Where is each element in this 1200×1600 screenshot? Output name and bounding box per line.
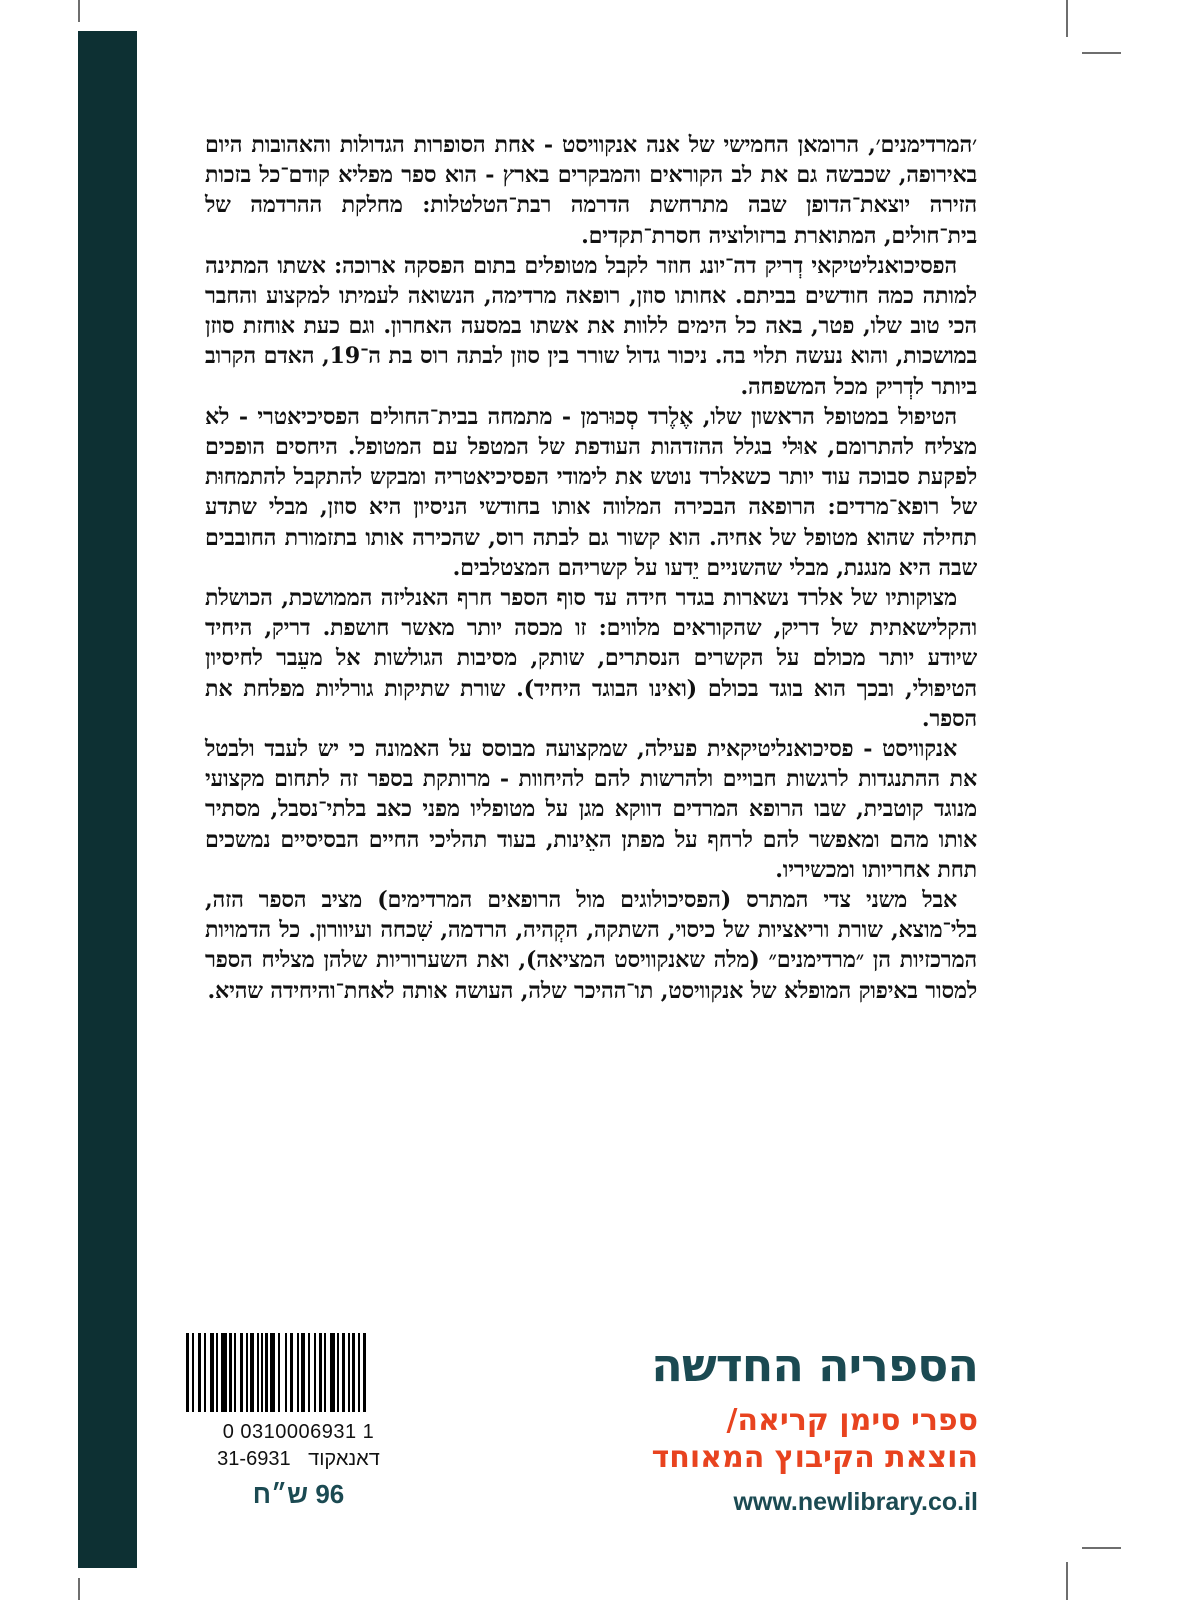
crop-mark-bottom-right-horizontal bbox=[1082, 1547, 1121, 1549]
crop-mark-bottom-left bbox=[78, 1578, 80, 1600]
imprint-logo: הספריה החדשה bbox=[651, 1338, 978, 1392]
blurb-paragraph-4: מצוקותיו של אלרד נשארות בגדר חידה עד סוף הספר חרף האנליזה הממושכת, הכושלת והקלישאתית של דריק, שהקוראים מלווים: זו מכסה יותר מאשר חושפת. דריק, היחיד שיודע יותר מכולם על הקשרים הנסתרים, שותק, מסיבות הגולשות אל מעֵבר לחיסיון הטיפולי, ובכך הוא בוגד בכולם (ואינו הבוגד היחיד). שורת שתיקות גורליות מפלחת את הספר. bbox=[205, 585, 977, 732]
series-line-2: הוצאת הקיבוץ המאוחד bbox=[651, 1440, 978, 1475]
blurb-paragraph-2: הפסיכואנליטיקאי דְריק דה־יונג חוזר לקבל מטופלים בתום הפסקה ארוכה: אשתו המתינה למותה כמה חודשים בביתם. אחותו סוזן, רופאה מרדימה, הנשואה לעמיתו למקצוע והחבר הכי טוב שלו, פטר, באה כל הימים ללוות את אשתו במסעה האחרון. וגם כעת אוחזת סוזן במושכות, והוא נעשה תלוי בה. ניכור גדול שורר בין סוזן לבתה רוס בת ה־19, האדם הקרוב ביותר לדְריק מכל המשפחה. bbox=[205, 252, 978, 400]
back-cover-blurb bbox=[205, 130, 977, 1006]
publisher-block bbox=[651, 1340, 978, 1517]
blurb-paragraph-1: ׳המרדימנים׳, הרומאן החמישי של אנה אנקוויסט - אחת הסופרות הגדולות והאהובות היום באירופה, שכבשה גם את לב הקוראים והמבקרים בארץ - הוא ספר מפליא קודם־כל בזכות הזירה יוצאת־הדופן שבה מתרחשת הדרמה רבת־הטלטלות: מחלקת ההרדמה של בית־חולים, המתוארת ברזולוציה חסרת־תקדים. bbox=[205, 132, 977, 249]
crop-mark-top-left bbox=[78, 0, 80, 22]
price-label: 96 ש״ח bbox=[252, 1479, 345, 1509]
barcode-icon bbox=[186, 1333, 411, 1412]
crop-mark-top-right-horizontal bbox=[1082, 52, 1121, 54]
blurb-paragraph-6: אבל משני צדי המתרס (הפסיכולוגים מול הרופאים המרדימים) מציב הספר הזה, בלי־מוצא, שורת וריאציות של כיסוי, השתקה, הקְהיה, הרדמה, שִׁכחה ועיוורון. כל הדמויות המרכזיות הן ״מרדימנים״ (מלה שאנקוויסט המציאה), ואת השערוריות שלהן מצליח הספר למסור באיפוק המופלא של אנקוויסט, תו־ההיכר שלה, העושה אותה לאחת־והיחידה שהיא. bbox=[205, 887, 977, 1004]
dancode-value: 31-6931 bbox=[217, 1448, 291, 1470]
crop-mark-top-right-vertical bbox=[1066, 0, 1068, 37]
dancode bbox=[186, 1448, 411, 1471]
blurb-paragraph-3: הטיפול במטופל הראשון שלו, אֶלֶרד סְכוּרמן - מתמחה בבית־החולים הפסיכיאטרי - לא מצליח להתרומם, אוּלי בגלל ההזדהות העודפת של המטפל עם המטופל. היחסים הופכים לפקעת סבוכה עוד יותר כשאלרד נוטש את לימודי הפסיכיאטריה ומבקש להתקבל להתמחוּת של רופא־מרדים: הרופאה הבכירה המלווה אותו בחודשי הניסיון היא סוזן, מבלי שתדע תחילה שהוא מטופל של אחיה. הוא קשור גם לבתה רוס, שהכירה אותו בתזמורת החובבים שבה היא מנגנת, מבלי שהשניים יֵדעו על קשריהם המצטלבים. bbox=[205, 403, 977, 581]
crop-mark-bottom-right-vertical bbox=[1066, 1562, 1068, 1600]
dancode-label: דאנאקוד bbox=[308, 1448, 380, 1470]
barcode-block bbox=[186, 1333, 411, 1510]
blurb-paragraph-5: אנקוויסט - פסיכואנליטיקאית פעילה, שמקצועה מבוסס על האמונה כי יש לעבד ולבטל את ההתנגדות לרגשות חבויים ולהרשות להם להיחוות - מרותקת בספר זה לתחום מקצועי מנוגד קוטבית, שבו הרופא המרדים דווקא מגן על מטופליו מפני כאב בלתי־נסבל, מסתיר אותו מהם ומאפשר להם לרחף על מפתן האֵינות, בעוד תהליכי החיים הבסיסיים נמשכים תחת אחריותו ומכשיריו. bbox=[205, 736, 977, 883]
spine-color-bar bbox=[78, 31, 137, 1568]
barcode-number: 0 0310006931 1 bbox=[222, 1421, 375, 1443]
series-name bbox=[651, 1402, 978, 1476]
series-line-1: ספרי סימן קריאה/ bbox=[726, 1403, 978, 1438]
publisher-website: www.newlibrary.co.il bbox=[733, 1488, 978, 1516]
